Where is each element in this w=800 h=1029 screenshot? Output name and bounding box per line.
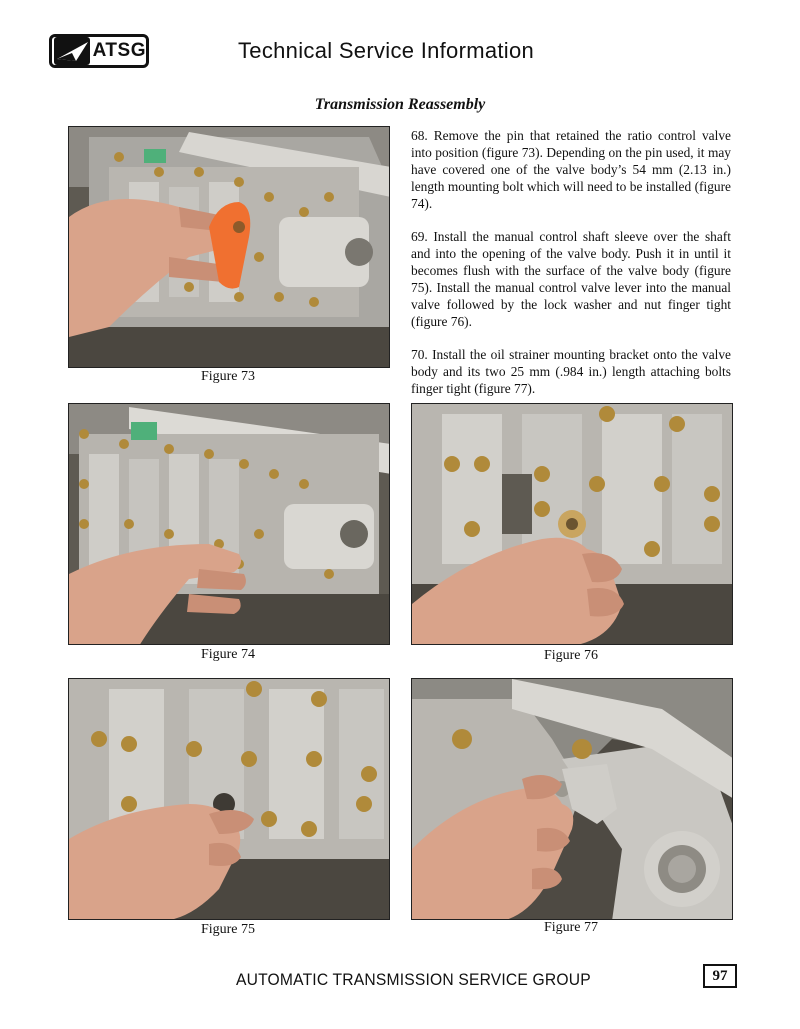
- figure-74-caption: Figure 74: [200, 647, 256, 662]
- step-69: 69. Install the manual control shaft sleeve over the shaft and into the opening of the valve body. Push it in until it becomes flush with the surface of the valve body (figure 75). Install the manual control valve lever into the manual valve followed by the lock washer and nut finger tight (figure 76).: [411, 229, 731, 329]
- page-header-title: Technical Service Information: [238, 38, 535, 63]
- logo-text: ATSG: [92, 40, 146, 61]
- atsg-logo-mark-icon: [54, 37, 90, 65]
- figure-76-caption: Figure 76: [543, 648, 599, 663]
- figure-73-caption: Figure 73: [200, 369, 256, 384]
- section-title: Transmission Reassembly: [314, 96, 486, 113]
- atsg-logo: [49, 34, 149, 68]
- figure-77-photo: [411, 678, 733, 920]
- figure-74-photo: [68, 403, 390, 645]
- figure-75-caption: Figure 75: [200, 922, 256, 937]
- figure-73-photo: [68, 126, 390, 368]
- figure-75-photo: [68, 678, 390, 920]
- footer-organization: AUTOMATIC TRANSMISSION SERVICE GROUP: [236, 970, 591, 989]
- instructions-text: [411, 127, 731, 413]
- page-number: 97: [703, 964, 737, 988]
- step-68: 68. Remove the pin that retained the ratio control valve into position (figure 73). Depending on the pin used, it may have covered one of the valve body’s 54 mm (2.13 in.) length mounting bolt which will need to be installed (figure 74).: [411, 128, 731, 211]
- figure-76-photo: [411, 403, 733, 645]
- figure-77-caption: Figure 77: [543, 920, 599, 935]
- step-70: 70. Install the oil strainer mounting bracket onto the valve body and its two 25 mm (.984 in.) length attaching bolts finger tight (figure 77).: [411, 347, 731, 396]
